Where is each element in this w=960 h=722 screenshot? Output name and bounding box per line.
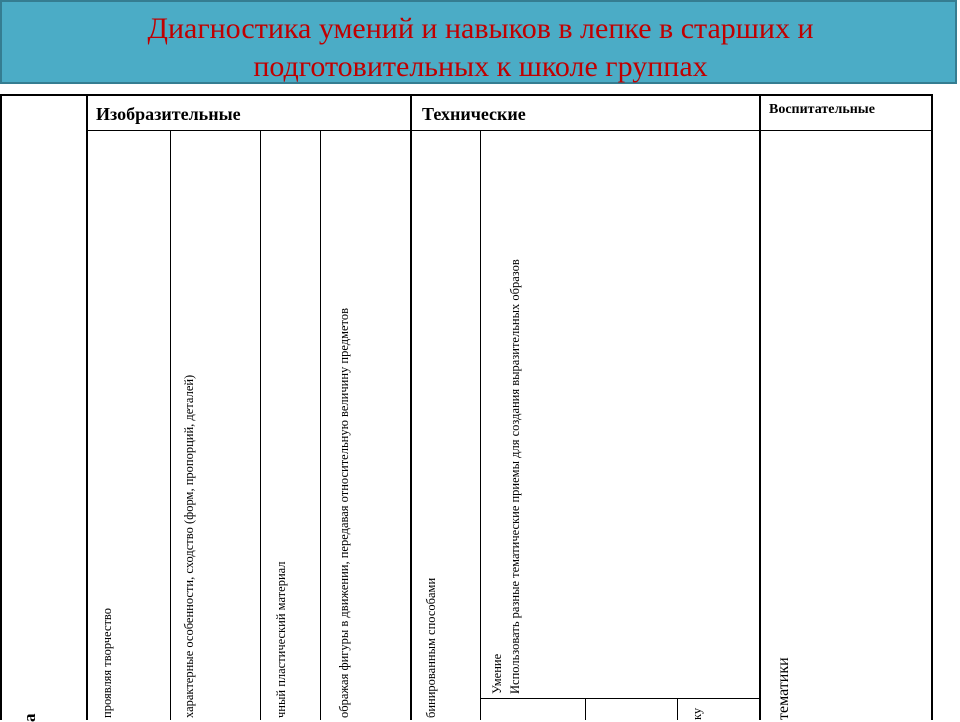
header-technical: Технические [422, 104, 526, 125]
col-divider-8 [677, 698, 678, 720]
technical-sub-border [480, 698, 760, 699]
technical-skill-label: Умение [490, 654, 504, 694]
technical-skill-1: бинированным способами [424, 578, 438, 718]
header-visual: Изобразительные [96, 104, 241, 125]
col-divider-6 [480, 130, 481, 720]
col-divider-3 [260, 130, 261, 720]
visual-skill-2: характерные особенности, сходство (форм, пропорций, деталей) [182, 375, 196, 718]
header-bottom-border [86, 130, 933, 131]
visual-skill-1: проявляя творчество [100, 608, 114, 718]
table-top-border [0, 94, 933, 96]
col-divider-4 [320, 130, 321, 720]
col-divider-9 [759, 94, 761, 720]
title-line-2: подготовительных к школе группах [2, 48, 959, 86]
col-divider-7 [585, 698, 586, 720]
table-left-border [0, 94, 2, 720]
technical-skill-text: Использовать разные тематические приемы для создания выразительных образов [508, 259, 522, 694]
technical-sub-fragment: ку [690, 708, 704, 720]
header-educational: Воспитательные [769, 102, 875, 118]
title-line-1: Диагностика умений и навыков в лепке в старших и [2, 10, 959, 48]
col-divider-5 [410, 94, 412, 720]
educational-fragment: тематики [776, 657, 792, 720]
title-banner [0, 0, 957, 84]
col-divider-2 [170, 130, 171, 720]
table-right-border [931, 94, 933, 720]
page-title [2, 10, 959, 86]
visual-skill-4: ображая фигуры в движении, передавая относительную величину предметов [337, 308, 351, 718]
first-column-label: а [22, 714, 38, 722]
visual-skill-3: чный пластический материал [274, 561, 288, 718]
col-divider-1 [86, 94, 88, 720]
